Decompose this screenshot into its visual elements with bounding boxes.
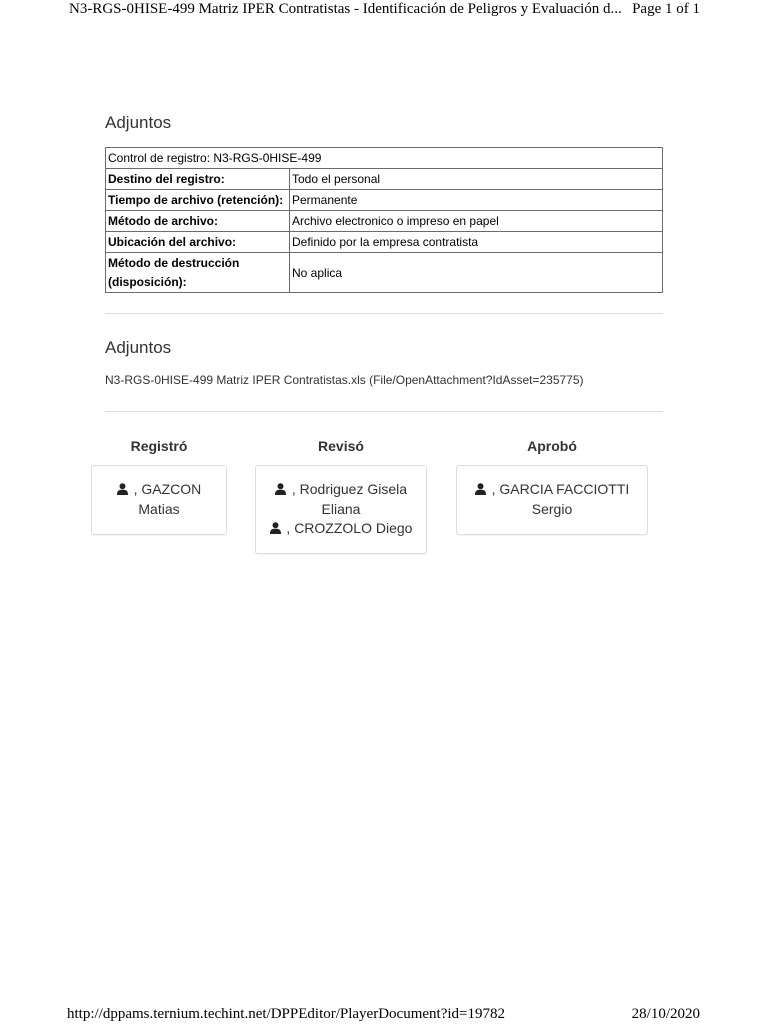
- print-date: 28/10/2020: [631, 1006, 700, 1022]
- person-name: , GARCIA FACCIOTTI Sergio: [491, 481, 630, 517]
- signature-box: [91, 465, 227, 535]
- signature-box: [255, 465, 427, 554]
- row-label: Ubicación del archivo:: [106, 232, 290, 253]
- user-icon: [275, 483, 286, 495]
- section-heading-adjuntos: Adjuntos: [105, 113, 172, 132]
- user-icon: [117, 483, 128, 495]
- section-heading-adjuntos: Adjuntos: [105, 338, 172, 357]
- table-row: [106, 169, 663, 190]
- signature-heading: Registró: [130, 438, 188, 454]
- person-name: , GAZCON Matias: [133, 481, 202, 517]
- table-row: [106, 253, 663, 293]
- page-number: Page 1 of 1: [632, 1, 700, 17]
- document-title: N3-RGS-0HISE-499 Matriz IPER Contratistas - Identificación de Peligros y Evaluación d...: [69, 1, 622, 17]
- row-value: Definido por la empresa contratista: [290, 232, 663, 253]
- row-label: Método de archivo:: [106, 211, 290, 232]
- divider: [105, 313, 663, 314]
- row-label: Método de destrucción (disposición):: [106, 253, 290, 293]
- person-name: , CROZZOLO Diego: [286, 520, 413, 536]
- user-icon: [270, 522, 281, 534]
- signature-heading: Revisó: [318, 438, 364, 454]
- record-control-table: [105, 147, 663, 293]
- row-label: Destino del registro:: [106, 169, 290, 190]
- person-entry: [262, 519, 420, 539]
- table-row: [106, 211, 663, 232]
- row-value: Permanente: [290, 190, 663, 211]
- signature-heading: Aprobó: [527, 438, 577, 454]
- table-row: [106, 232, 663, 253]
- control-cell: Control de registro: N3-RGS-0HISE-499: [106, 148, 663, 169]
- person-name: , Rodriguez Gisela Eliana: [291, 481, 408, 517]
- divider: [105, 411, 663, 412]
- person-entry: [463, 480, 641, 519]
- person-entry: [262, 480, 420, 519]
- print-header: [0, 0, 768, 22]
- page-url: http://dppams.ternium.techint.net/DPPEditor/PlayerDocument?id=19782: [67, 1006, 505, 1022]
- print-footer: [0, 1006, 768, 1024]
- row-value: Archivo electronico o impreso en papel: [290, 211, 663, 232]
- attachment-link[interactable]: N3-RGS-0HISE-499 Matriz IPER Contratistas.xls (File/OpenAttachment?IdAsset=235775): [105, 373, 584, 387]
- row-value: Todo el personal: [290, 169, 663, 190]
- row-value: No aplica: [290, 253, 663, 293]
- table-row: [106, 190, 663, 211]
- row-label: Tiempo de archivo (retención):: [106, 190, 290, 211]
- signature-box: [456, 465, 648, 535]
- table-row: [106, 148, 663, 169]
- user-icon: [475, 483, 486, 495]
- person-entry: [98, 480, 220, 519]
